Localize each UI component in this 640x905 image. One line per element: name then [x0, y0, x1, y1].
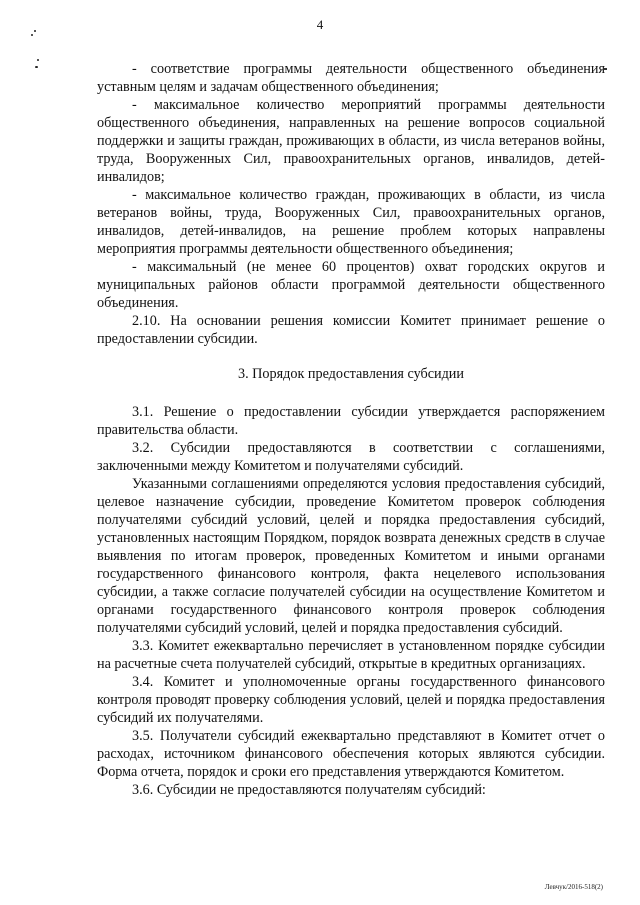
paragraph: Указанными соглашениями определяются условия предоставления субсидий, целевое назначение субсидии, проведение Комитетом проверок соблюдения получателями субсидий условий, целей и порядка предоставления субсидий, установленных настоящим Порядком, порядок возврата денежных средств в случае выявления по итогам проверок, проведенных Комитетом и иными органами государственного финансового контроля, факта нецелевого использования субсидии, а также согласие получателей субсидии на осуществление Комитетом и органами государственного финансового контроля проверок соблюдения получателями субсидий условий, целей и порядка предоставления субсидий.	[97, 476, 605, 636]
page-number: 4	[316, 17, 324, 32]
paragraph: 3.2. Субсидии предоставляются в соответствии с соглашениями, заключенными между Комитетом и получателями субсидий.	[97, 440, 605, 474]
paragraph: - максимальное количество граждан, проживающих в области, из числа ветеранов войны, труда, Вооруженных Сил, правоохранительных органов, инвалидов, детей-инвалидов, на решение проблем которых направлены мероприятия программы деятельности общественного объединения;	[97, 187, 605, 257]
section-heading: 3. Порядок предоставления субсидии	[237, 366, 464, 382]
paragraph: 3.6. Субсидии не предоставляются получателям субсидий:	[132, 782, 486, 798]
paragraph: - максимальное количество мероприятий программы деятельности общественного объединения, направленных на решение вопросов социальной поддержки и защиты граждан, проживающих в области, из числа ветеранов войны, труда, Вооруженных Сил, правоохранительных органов, инвалидов, детей-инвалидов;	[97, 97, 605, 185]
paragraph: 3.1. Решение о предоставлении субсидии утверждается распоряжением правительства области.	[97, 404, 605, 438]
paragraph: 2.10. На основании решения комиссии Комитет принимает решение о предоставлении субсидии.	[97, 313, 605, 347]
paragraph: - максимальный (не менее 60 процентов) охват городских округов и муниципальных районов области программой деятельности общественного объединения.	[97, 259, 605, 311]
scan-specks	[31, 28, 45, 78]
paragraph: - соответствие программы деятельности общественного объединения уставным целям и задачам общественного объединения;	[97, 61, 605, 95]
paragraph: 3.5. Получатели субсидий ежеквартально представляют в Комитет отчет о расходах, источником финансового обеспечения которых являются субсидии. Форма отчета, порядок и сроки его представления утверждаются Комитетом.	[97, 728, 605, 780]
paragraph: 3.4. Комитет и уполномоченные органы государственного финансового контроля проводят проверку соблюдения условий, целей и порядка предоставления субсидий их получателями.	[97, 674, 605, 726]
paragraph: 3.3. Комитет ежеквартально перечисляет в установленном порядке субсидии на расчетные счета получателей субсидий, открытые в кредитных организациях.	[97, 638, 605, 672]
document-body	[97, 60, 605, 799]
footer-document-code: Левчук/2016-518(2)	[544, 883, 603, 891]
